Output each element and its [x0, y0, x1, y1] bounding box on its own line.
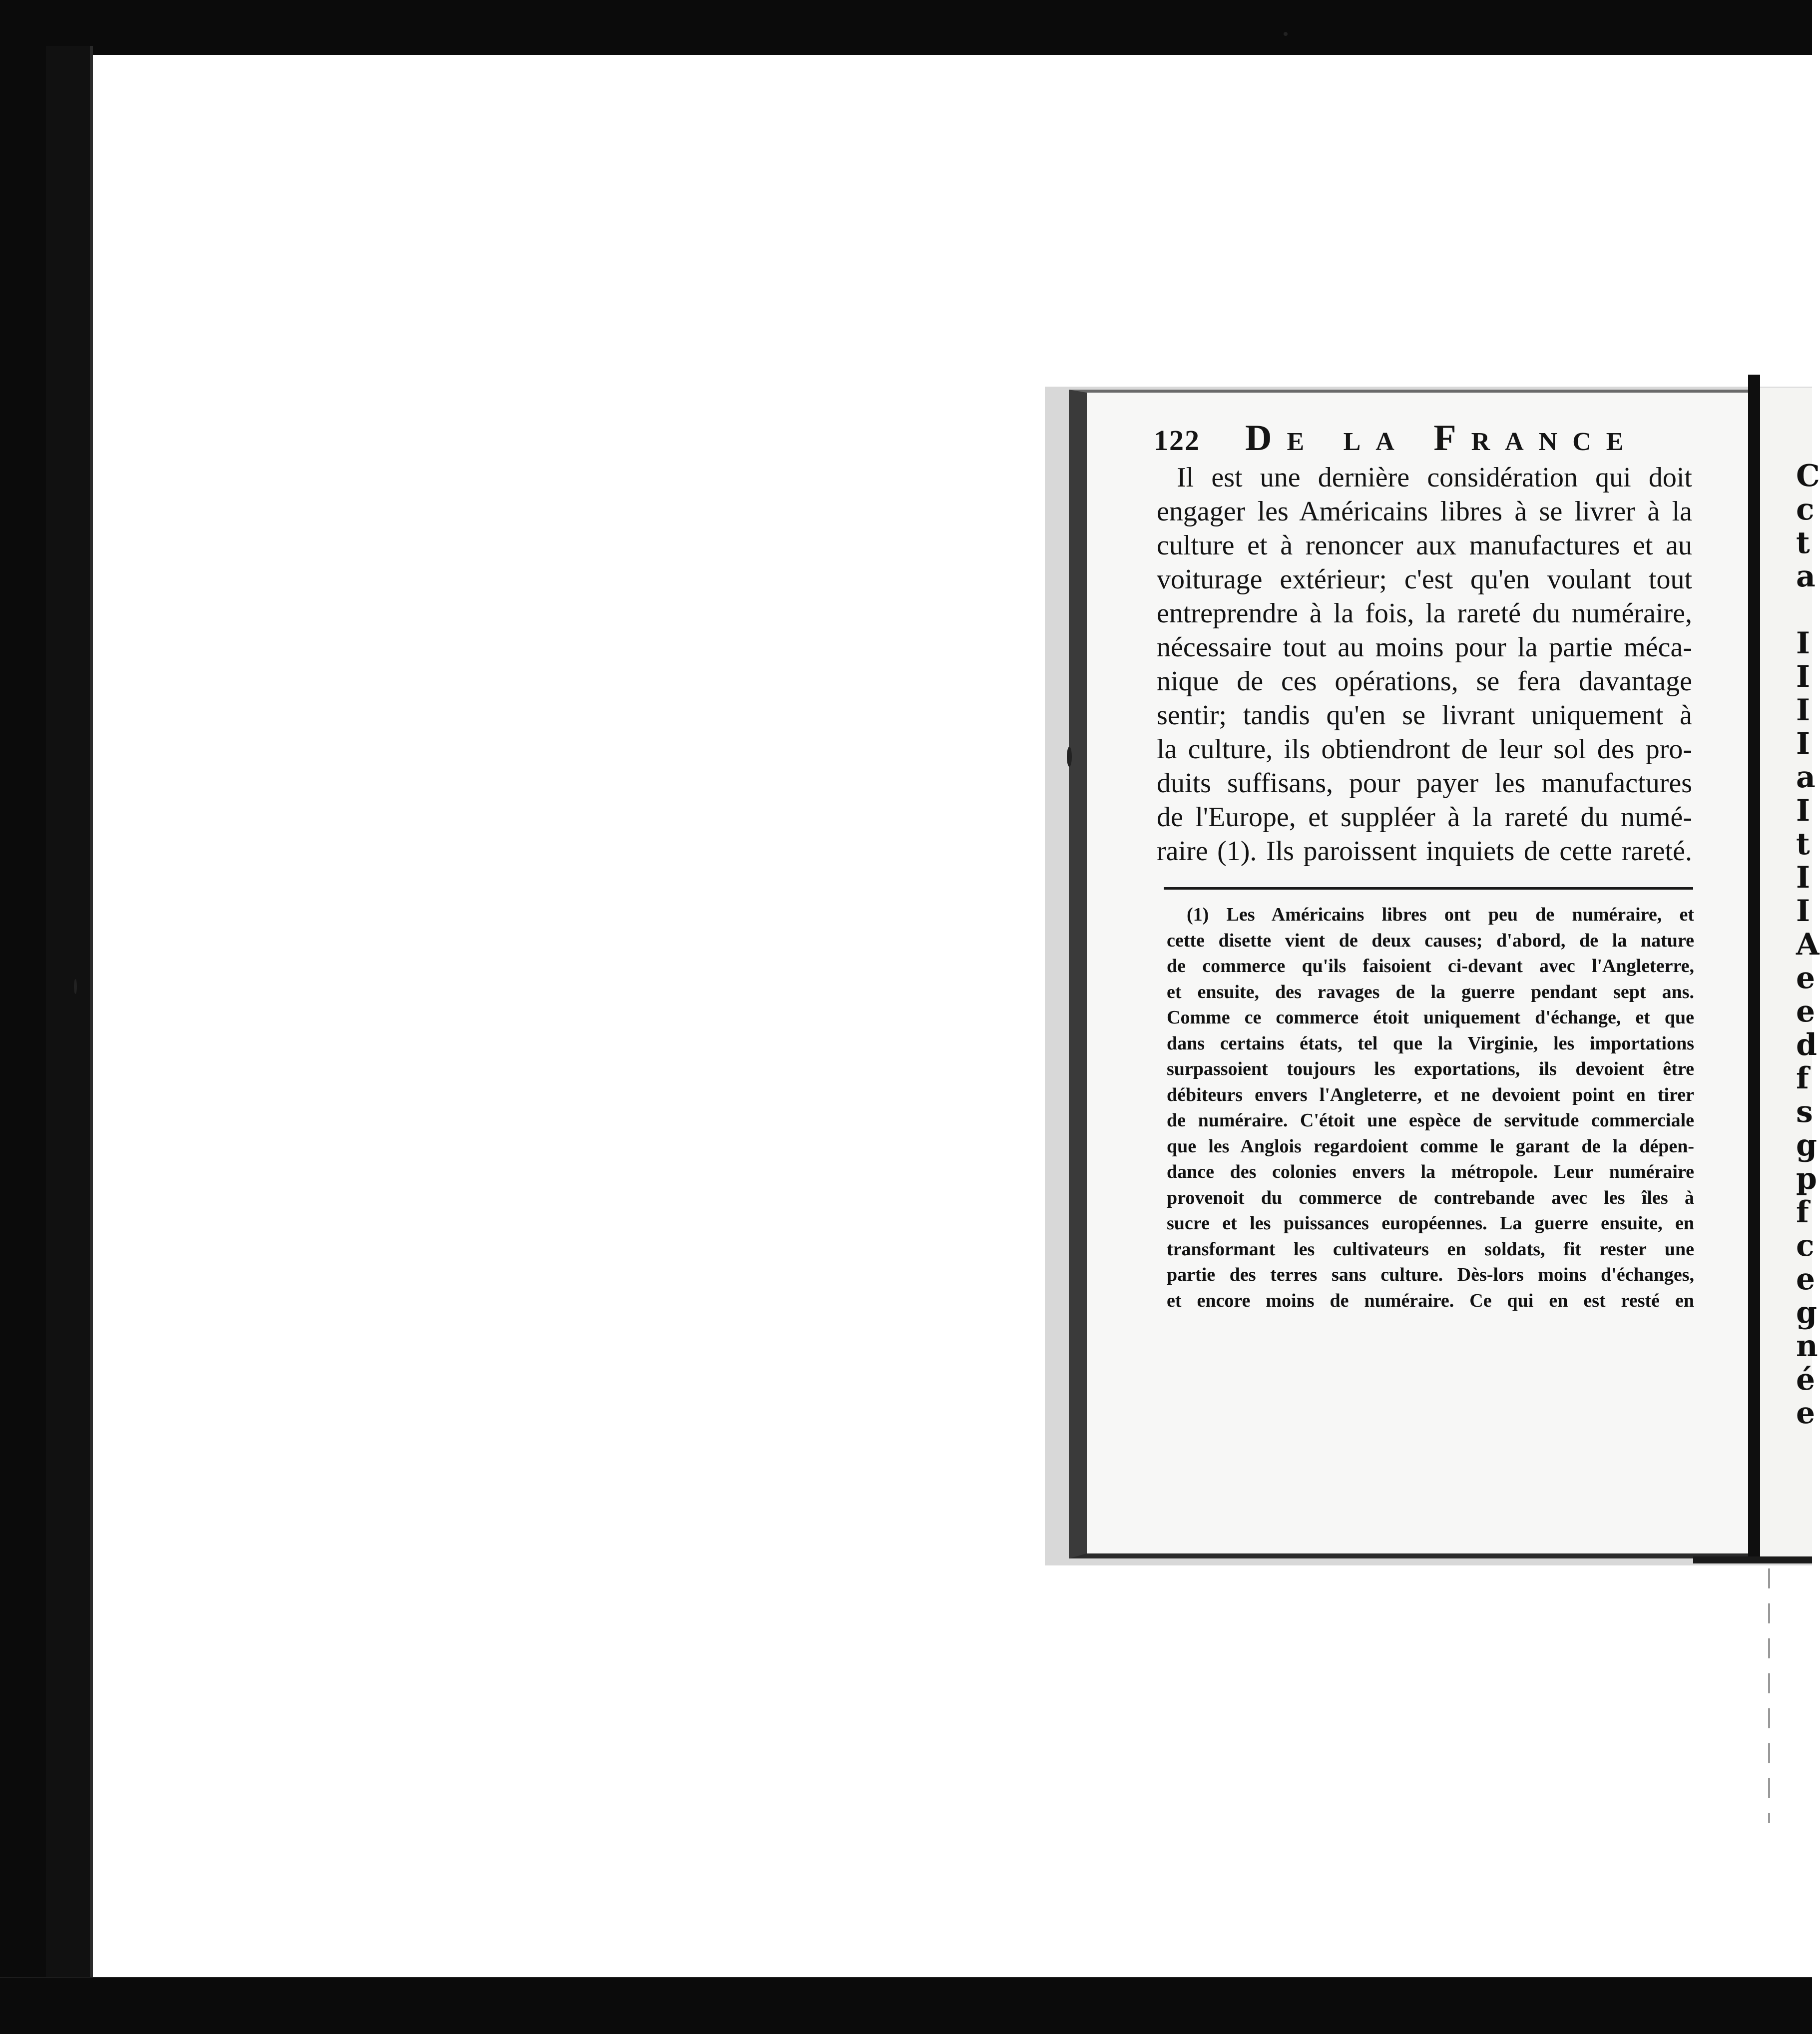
facing-page-letter: g — [1796, 1295, 1817, 1330]
footnote-line: sucre et les puissances européennes. La guerre ensuite, en — [1167, 1213, 1694, 1234]
body-line: Il est une dernière considération qui doit — [1177, 462, 1692, 493]
facing-page-letter: a — [1796, 559, 1816, 594]
film-frame-top — [0, 0, 1812, 46]
facing-page-letter: n — [1796, 1329, 1818, 1364]
film-frame-left-inner — [46, 46, 93, 1984]
facing-page-letter: a — [1796, 760, 1816, 795]
book-gutter — [1748, 375, 1760, 1558]
scan-speck — [1067, 747, 1072, 767]
body-line: engager les Américains libres à se livrer à la — [1157, 496, 1692, 527]
facing-page-letter: I — [1796, 894, 1811, 929]
facing-page-letter: I — [1796, 626, 1811, 661]
facing-page-letter: I — [1796, 726, 1811, 761]
body-line: voiturage extérieur; c'est qu'en voulant tout — [1157, 564, 1692, 595]
footnote-line: Comme ce commerce étoit uniquement d'échange, et que — [1167, 1007, 1694, 1028]
facing-page-letter: é — [1796, 1362, 1816, 1397]
facing-page-letter: e — [1796, 1262, 1816, 1297]
footnote-rule — [1164, 887, 1693, 890]
facing-page-letter: p — [1796, 1161, 1817, 1196]
facing-page-letter: f — [1796, 1195, 1809, 1230]
facing-page-letter: s — [1796, 1094, 1813, 1129]
footnote-line: provenoit du commerce de contrebande avec les îles à — [1167, 1187, 1694, 1208]
footnote-line: partie des terres sans culture. Dès-lors moins d'échanges, — [1167, 1264, 1694, 1285]
film-frame-top-inner — [90, 46, 1812, 55]
footnote-line: et ensuite, des ravages de la guerre pendant sept ans. — [1167, 981, 1694, 1003]
facing-page-letter: I — [1796, 793, 1811, 828]
facing-page-letter: f — [1796, 1061, 1809, 1096]
body-line: culture et à renoncer aux manufactures et au — [1157, 530, 1692, 561]
facing-page-bottom-edge — [1693, 1556, 1812, 1563]
footnote-line: dance des colonies envers la métropole. Leur numéraire — [1167, 1161, 1694, 1182]
body-line: la culture, ils obtiendront de leur sol des pro- — [1157, 734, 1692, 765]
footnote-line: (1) Les Américains libres ont peu de numéraire, et — [1187, 904, 1694, 925]
facing-page-letter: e — [1796, 994, 1816, 1029]
facing-page-letter: I — [1796, 693, 1811, 728]
page-number: 122 — [1154, 424, 1200, 457]
facing-page-letter: t — [1796, 525, 1810, 560]
film-frame-left — [0, 0, 46, 2034]
facing-page-letter — [1796, 593, 1816, 627]
facing-page-letter: t — [1796, 827, 1810, 862]
running-head — [1154, 417, 1703, 462]
footnote — [1167, 902, 1694, 1314]
body-line: entreprendre à la fois, la rareté du numéraire, — [1157, 598, 1692, 629]
footnote-line: et encore moins de numéraire. Ce qui en est resté en — [1167, 1290, 1694, 1311]
body-line: de l'Europe, et suppléer à la rareté du numé- — [1157, 802, 1692, 833]
facing-page-letter: I — [1796, 860, 1811, 895]
running-head-title: De la France — [1245, 418, 1639, 459]
scan-speck — [74, 979, 77, 994]
footnote-line: dans certains états, tel que la Virginie, les importations — [1167, 1032, 1694, 1054]
footnote-line: de numéraire. C'étoit une espèce de servitude commerciale — [1167, 1110, 1694, 1131]
facing-page-letter: I — [1796, 659, 1811, 694]
facing-page-letter: c — [1796, 1228, 1815, 1263]
body-line: sentir; tandis qu'en se livrant uniquement à — [1157, 700, 1692, 731]
film-frame-bottom — [0, 1978, 1812, 2034]
facing-page-letter: C — [1796, 459, 1820, 494]
body-line: nécessaire tout au moins pour la partie méca- — [1157, 632, 1692, 663]
body-line: nique de ces opérations, se fera davantage — [1157, 666, 1692, 697]
footnote-line: que les Anglois regardoient comme le garant de la dépen- — [1167, 1135, 1694, 1157]
footnote-line: transformant les cultivateurs en soldats, fit rester une — [1167, 1238, 1694, 1260]
facing-page-letter: e — [1796, 961, 1816, 996]
facing-page-letter: A — [1796, 927, 1820, 962]
footnote-line: débiteurs envers l'Angleterre, et ne devoient point en tirer — [1167, 1084, 1694, 1105]
facing-page-edge-letters — [1796, 459, 1820, 1431]
footnote-line: cette disette vient de deux causes; d'abord, de la nature — [1167, 930, 1694, 951]
facing-page-letter: c — [1796, 492, 1815, 527]
facing-page-letter: g — [1796, 1128, 1817, 1163]
footnote-line: surpassoient toujours les exportations, ils devoient être — [1167, 1058, 1694, 1079]
body-line: duits suffisans, pour payer les manufactures — [1157, 768, 1692, 799]
body-text — [1157, 461, 1692, 868]
facing-page-letter: d — [1796, 1027, 1817, 1062]
scan-speck — [1284, 32, 1288, 36]
footnote-line: de commerce qu'ils faisoient ci-devant avec l'Angleterre, — [1167, 956, 1694, 977]
body-line: raire (1). Ils paroissent inquiets de cette rareté. — [1157, 836, 1692, 867]
facing-page-letter: e — [1796, 1396, 1816, 1431]
